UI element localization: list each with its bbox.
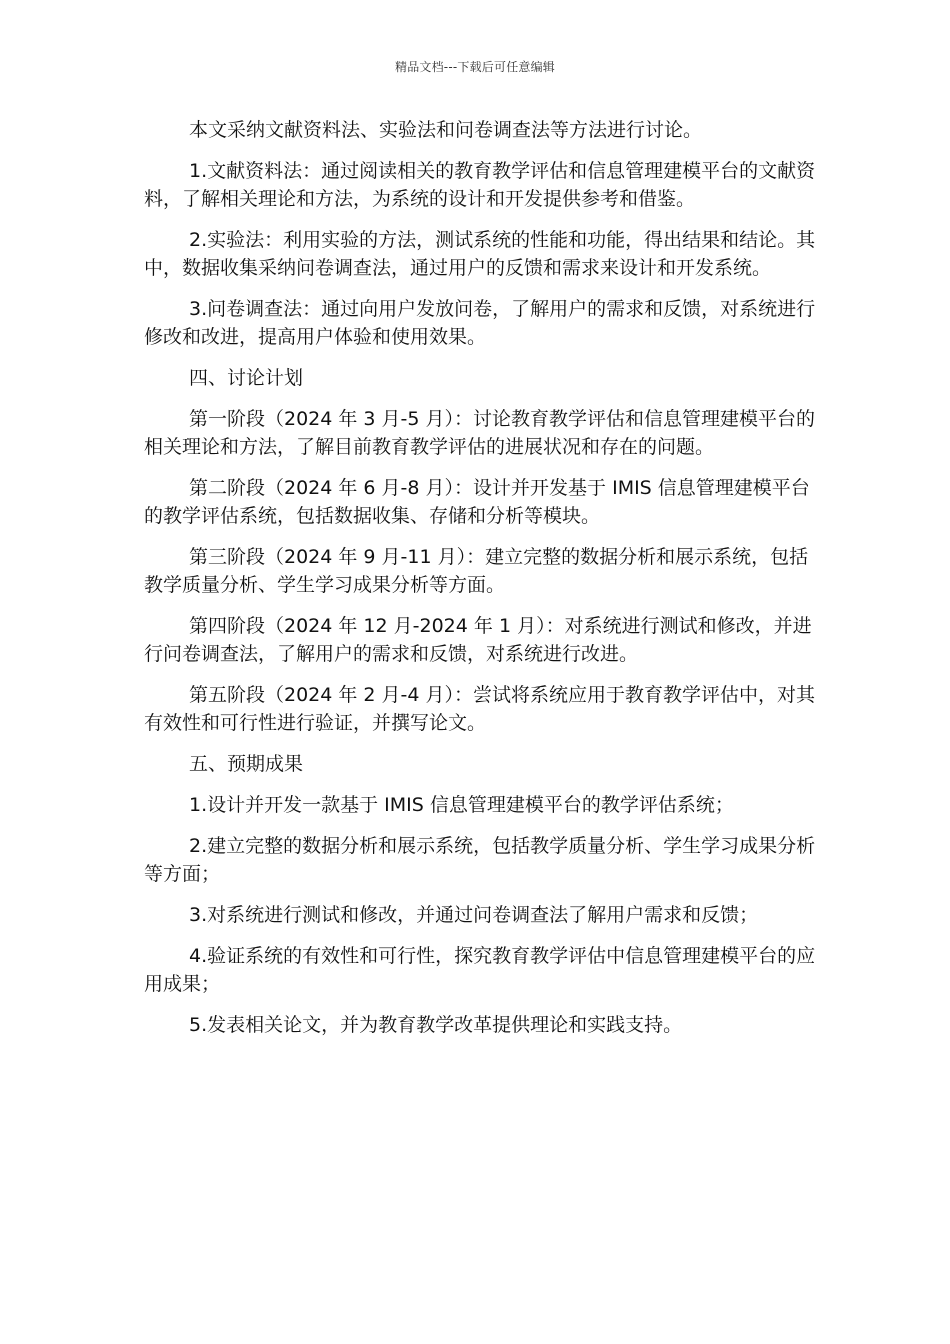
document-body [144,116,824,1052]
paragraph-method-literature: 1.文献资料法：通过阅读相关的教育教学评估和信息管理建模平台的文献资料，了解相关理论和方法，为系统的设计和开发提供参考和借鉴。 [144,160,816,210]
paragraph-stage-4: 第四阶段（2024 年 12 月-2024 年 1 月）：对系统进行测试和修改，并进行问卷调查法，了解用户的需求和反馈，对系统进行改进。 [144,615,812,665]
paragraph-method-experiment: 2.实验法：利用实验的方法，测试系统的性能和功能，得出结果和结论。其中，数据收集采纳问卷调查法，通过用户的反馈和需求来设计和开发系统。 [144,229,816,279]
page-header: 精品文档---下载后可任意编辑 [395,60,555,74]
paragraph-result-2: 2.建立完整的数据分析和展示系统，包括教学质量分析、学生学习成果分析等方面； [144,835,816,885]
paragraph-result-3: 3.对系统进行测试和修改，并通过问卷调查法了解用户需求和反馈； [189,904,759,926]
paragraph-methods-intro: 本文采纳文献资料法、实验法和问卷调查法等方法进行讨论。 [189,119,703,141]
paragraph-stage-2: 第二阶段（2024 年 6 月-8 月）：设计并开发基于 IMIS 信息管理建模平台的教学评估系统，包括数据收集、存储和分析等模块。 [144,477,810,527]
section-heading-plan: 四、讨论计划 [189,367,304,389]
section-heading-results: 五、预期成果 [189,753,304,775]
paragraph-stage-1: 第一阶段（2024 年 3 月-5 月）：讨论教育教学评估和信息管理建模平台的相关理论和方法，了解目前教育教学评估的进展状况和存在的问题。 [144,408,816,458]
paragraph-result-4: 4.验证系统的有效性和可行性，探究教育教学评估中信息管理建模平台的应用成果； [144,945,816,995]
paragraph-method-questionnaire: 3.问卷调查法：通过向用户发放问卷，了解用户的需求和反馈，对系统进行修改和改进，提高用户体验和使用效果。 [144,298,816,348]
paragraph-stage-5: 第五阶段（2024 年 2 月-4 月）：尝试将系统应用于教育教学评估中，对其有效性和可行性进行验证，并撰写论文。 [144,684,816,734]
paragraph-result-1: 1.设计并开发一款基于 IMIS 信息管理建模平台的教学评估系统； [189,794,734,816]
paragraph-stage-3: 第三阶段（2024 年 9 月-11 月）：建立完整的数据分析和展示系统，包括教学质量分析、学生学习成果分析等方面。 [144,546,809,596]
paragraph-result-5: 5.发表相关论文，并为教育教学改革提供理论和实践支持。 [189,1014,683,1036]
